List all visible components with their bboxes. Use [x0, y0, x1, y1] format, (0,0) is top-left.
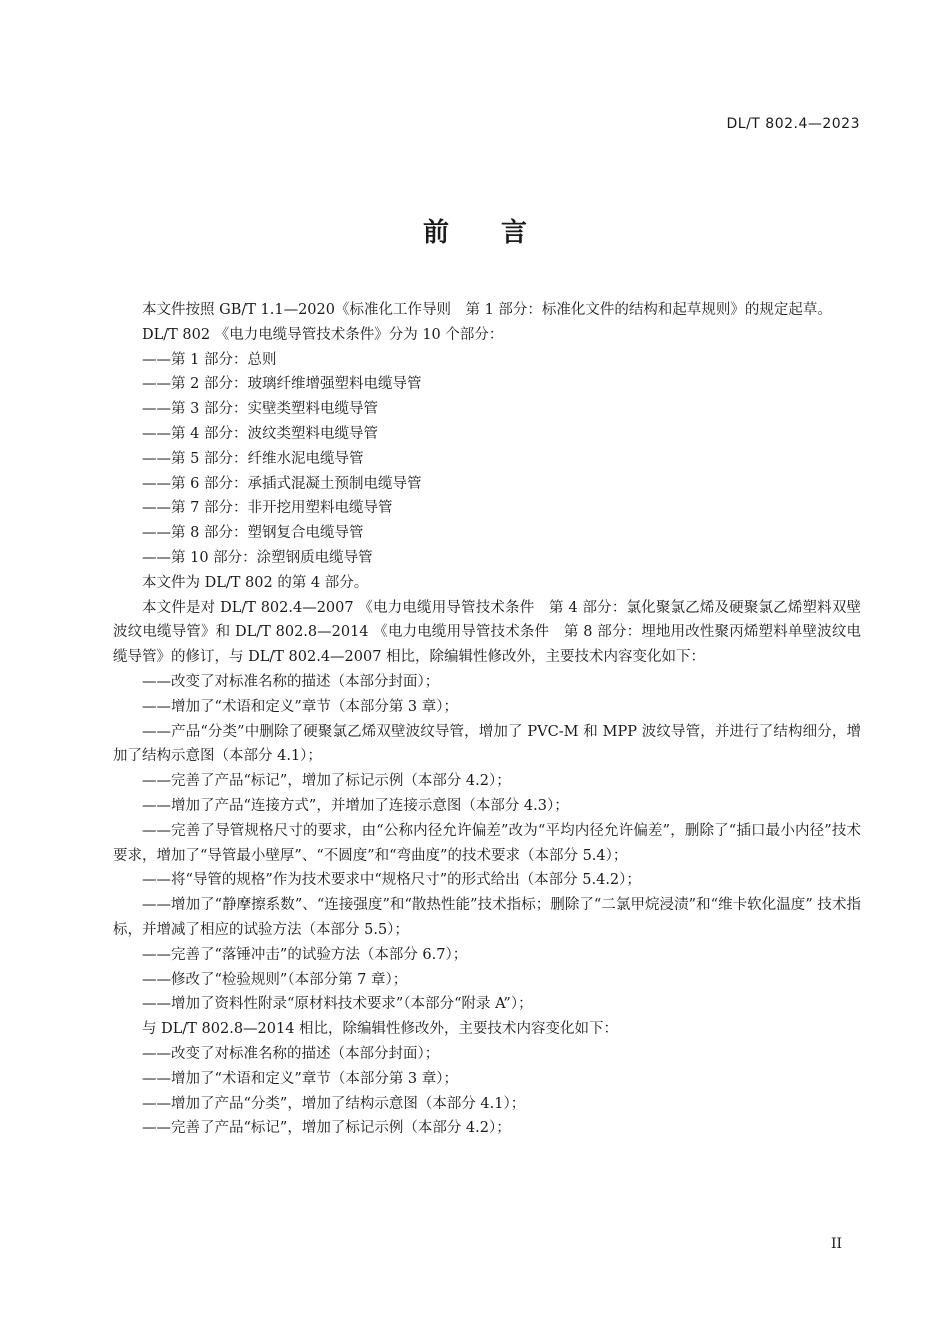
list-item: ——第 6 部分：承插式混凝土预制电缆导管 — [142, 475, 422, 492]
list-item: ——增加了产品“分类”，增加了结构示意图（本部分 4.1）； — [142, 1095, 526, 1112]
list-item: ——第 8 部分：塑钢复合电缆导管 — [142, 525, 364, 542]
list-item: ——第 2 部分：玻璃纤维增强塑料电缆导管 — [142, 376, 422, 393]
list-item: ——完善了产品“标记”，增加了标记示例（本部分 4.2）； — [142, 1120, 511, 1137]
list-item: ——增加了资料性附录“原材料技术要求”（本部分“附录 A”）； — [142, 996, 533, 1013]
list-item: ——完善了“落锤冲击”的试验方法（本部分 6.7）； — [142, 946, 468, 963]
list-item: ——改变了对标准名称的描述（本部分封面）； — [142, 673, 440, 690]
document-code: DL/T 802.4—2023 — [726, 116, 860, 132]
list-item: ——完善了产品“标记”，增加了标记示例（本部分 4.2）； — [142, 773, 511, 790]
list-item: ——增加了“静摩擦系数”、“连接强度”和“散热性能”技术指标；删除了“二氯甲烷浸渍”和“维卡软化温度” 技术指标，并增减了相应的试验方法（本部分 5.5）； — [113, 897, 861, 938]
list-item: ——产品“分类”中删除了硬聚氯乙烯双壁波纹导管，增加了 PVC-M 和 MPP 波纹导管，并进行了结构细分，增加了结构示意图（本部分 4.1）； — [113, 723, 861, 765]
list-item: ——改变了对标准名称的描述（本部分封面）； — [142, 1045, 440, 1062]
list-item: ——第 7 部分：非开挖用塑料电缆导管 — [142, 500, 393, 517]
list-item: ——第 3 部分：实壁类塑料电缆导管 — [142, 401, 378, 418]
list-item: ——第 5 部分：纤维水泥电缆导管 — [142, 450, 364, 467]
paragraph: 本文件为 DL/T 802 的第 4 部分。 — [142, 574, 369, 591]
page-title: 前言 — [422, 218, 579, 248]
list-item: ——增加了“术语和定义”章节（本部分第 3 章）； — [142, 1070, 459, 1087]
paragraph: DL/T 802 《电力电缆导管技术条件》分为 10 个部分： — [142, 326, 504, 343]
paragraph: 本文件按照 GB/T 1.1—2020《标准化工作导则 第 1 部分：标准化文件的结构和起草规则》的规定起草。 — [142, 302, 832, 318]
list-item: ——增加了“术语和定义”章节（本部分第 3 章）； — [142, 698, 459, 715]
foreword-body — [113, 298, 861, 1141]
paragraph: 与 DL/T 802.8—2014 相比，除编辑性修改外，主要技术内容变化如下： — [142, 1021, 619, 1038]
paragraph: 本文件是对 DL/T 802.4—2007 《电力电缆用导管技术条件 第 4 部分：氯化聚氯乙烯及硬聚氯乙烯塑料双壁波纹电缆导管》和 DL/T 802.8—2014 《电力电缆用导管技术条件 第 8 部分：埋地用改性聚丙烯塑料单壁波纹电缆导管》的修订，与 DL/T 802.4—2007 相比，除编辑性修改外，主要技术内容变化如下： — [113, 599, 861, 666]
list-item: ——增加了产品“连接方式”，并增加了连接示意图（本部分 4.3）； — [142, 797, 569, 814]
list-item: ——第 4 部分：波纹类塑料电缆导管 — [142, 425, 378, 442]
list-item: ——将“导管的规格”作为技术要求中“规格尺寸”的形式给出（本部分 5.4.2）； — [142, 872, 641, 889]
list-item: ——第 1 部分：总则 — [142, 351, 277, 368]
page-number: II — [830, 1236, 842, 1252]
list-item: ——完善了导管规格尺寸的要求，由“公称内径允许偏差”改为“平均内径允许偏差”，删除了“插口最小内径”技术要求，增加了“导管最小壁厚”、“不圆度”和“弯曲度”的技术要求（本部分 5.4）； — [113, 822, 861, 864]
list-item: ——第 10 部分：涂塑钢质电缆导管 — [142, 549, 373, 566]
list-item: ——修改了“检验规则”（本部分第 7 章）； — [142, 971, 408, 988]
